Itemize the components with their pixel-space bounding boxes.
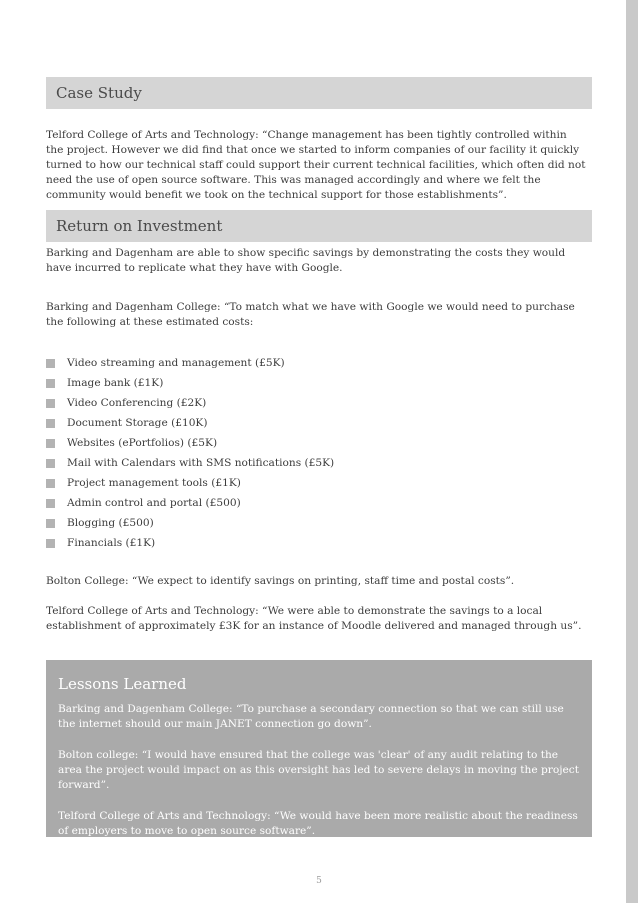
roi-quote-paragraph: Barking and Dagenham College: “To match what we have with Google we would need to purchase the following at these estimated costs:: [46, 301, 575, 328]
scrollbar[interactable]: [626, 0, 638, 903]
bolton-paragraph: Bolton College: “We expect to identify savings on printing, staff time and postal costs”.: [46, 575, 515, 587]
lessons-paragraph: Bolton college: “I would have ensured that the college was 'clear' of any audit relating to the area the project would impact on as this oversight has led to severe delays in moving the project forward”.: [58, 749, 579, 791]
list-item-text: Websites (ePortfolios) (£5K): [67, 437, 218, 449]
lessons-paragraph: Telford College of Arts and Technology: “We would have been more realistic about the readiness of employers to move to open source software”.: [58, 810, 578, 837]
list-item-text: Blogging (£500): [67, 517, 154, 529]
bullet-square-icon: [46, 359, 55, 368]
list-item: [46, 393, 586, 413]
page-number: 5: [316, 876, 322, 886]
bullet-square-icon: [46, 539, 55, 548]
list-item: [46, 493, 586, 513]
list-item-text: Project management tools (£1K): [67, 477, 241, 489]
list-item-text: Admin control and portal (£500): [67, 497, 241, 509]
cost-list: [46, 353, 586, 553]
list-item: [46, 473, 586, 493]
bullet-square-icon: [46, 459, 55, 468]
list-item-text: Financials (£1K): [67, 537, 156, 549]
list-item: [46, 373, 586, 393]
list-item: [46, 513, 586, 533]
list-item-text: Video streaming and management (£5K): [67, 357, 285, 369]
roi-intro-paragraph: Barking and Dagenham are able to show specific savings by demonstrating the costs they would have incurred to replicate what they have with Google.: [46, 247, 566, 274]
bullet-square-icon: [46, 499, 55, 508]
case-study-paragraph: Telford College of Arts and Technology: “Change management has been tightly controlled within the project. However we did find that once we started to inform companies of our facility it quickly turned to how our technical staff could support their current technical facilities, which often did not need the use of open source software. This was managed accordingly and where we felt the community would benefit we took on the technical support for those establishments”.: [46, 129, 586, 201]
list-item-text: Video Conferencing (£2K): [67, 397, 207, 409]
telford-roi-paragraph: Telford College of Arts and Technology: “We were able to demonstrate the savings to a local establishment of approximately £3K for an instance of Moodle delivered and managed through us”.: [46, 605, 582, 632]
list-item-text: Document Storage (£10K): [67, 417, 208, 429]
list-item-text: Mail with Calendars with SMS notifications (£5K): [67, 457, 335, 469]
case-study-heading: Case Study: [46, 77, 592, 109]
list-item-text: Image bank (£1K): [67, 377, 164, 389]
bullet-square-icon: [46, 419, 55, 428]
list-item: [46, 533, 586, 553]
lessons-learned-box: [46, 660, 592, 837]
bullet-square-icon: [46, 399, 55, 408]
list-item: [46, 453, 586, 473]
list-item: [46, 353, 586, 373]
bullet-square-icon: [46, 439, 55, 448]
list-item: [46, 413, 586, 433]
return-on-investment-heading: Return on Investment: [46, 210, 592, 242]
list-item: [46, 433, 586, 453]
bullet-square-icon: [46, 479, 55, 488]
bullet-square-icon: [46, 519, 55, 528]
lessons-paragraph: Barking and Dagenham College: “To purchase a secondary connection so that we can still use the internet should our main JANET connection go down”.: [58, 703, 564, 730]
bullet-square-icon: [46, 379, 55, 388]
lessons-learned-heading: Lessons Learned: [58, 675, 187, 693]
